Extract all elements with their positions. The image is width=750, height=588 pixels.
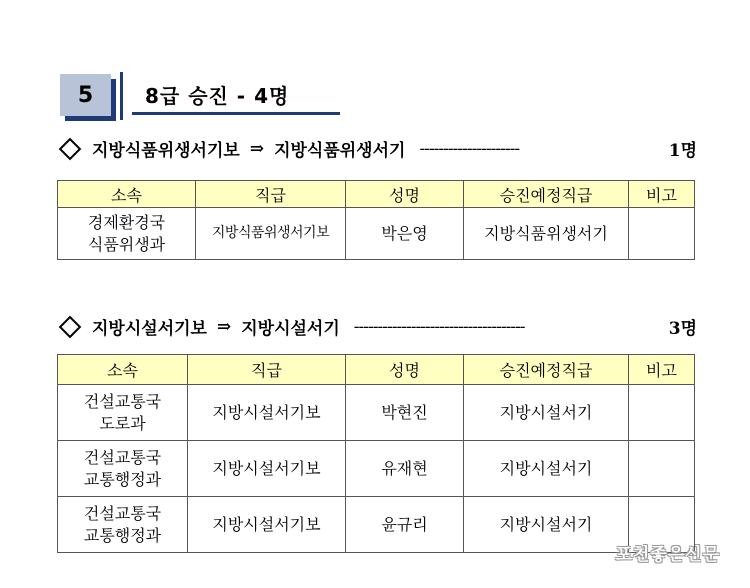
note-cell — [629, 385, 695, 441]
department-cell — [58, 497, 188, 553]
department-line-1: 경제환경국 — [87, 212, 166, 232]
promotion-count: 1명 — [668, 141, 697, 161]
table-row — [58, 497, 695, 553]
dash-leader: --------------------- — [419, 138, 520, 159]
target-grade-cell: 지방시설서기 — [464, 441, 629, 497]
grade-cell: 지방시설서기보 — [188, 385, 346, 441]
header-grade: 직급 — [188, 355, 346, 385]
watermark-logo: 포천좋은신문 — [615, 545, 720, 565]
header-name: 성명 — [346, 181, 464, 208]
section-divider — [120, 72, 123, 120]
table-header-row — [58, 181, 695, 208]
double-arrow-icon: ⇒ — [216, 316, 232, 337]
target-grade-cell: 지방시설서기 — [464, 385, 629, 441]
table-header-row — [58, 355, 695, 385]
header-grade: 직급 — [196, 181, 346, 208]
name-cell: 박은영 — [346, 208, 464, 260]
department-line-2: 식품위생과 — [87, 234, 166, 254]
section-number-box — [60, 74, 111, 116]
header-target-grade: 승진예정직급 — [464, 181, 629, 208]
promotion-line-2 — [57, 314, 697, 339]
department-line-2: 교통행정과 — [83, 469, 162, 489]
header-department: 소속 — [58, 181, 196, 208]
department-line-1: 건설교통국 — [83, 391, 162, 411]
section-title: 8급 승진 - 4명 — [145, 84, 290, 108]
target-grade-cell: 지방식품위생서기 — [464, 208, 629, 260]
department-line-1: 건설교통국 — [83, 447, 162, 467]
section-title-underline — [132, 112, 340, 115]
diamond-bullet-icon — [59, 315, 82, 338]
grade-cell: 지방시설서기보 — [188, 441, 346, 497]
header-name: 성명 — [346, 355, 464, 385]
department-line-1: 건설교통국 — [83, 503, 162, 523]
grade-cell: 지방식품위생서기보 — [196, 208, 346, 260]
name-cell: 윤규리 — [346, 497, 464, 553]
from-grade: 지방식품위생서기보 — [92, 141, 240, 161]
table-row — [58, 208, 695, 260]
department-line-2: 도로과 — [99, 413, 146, 433]
header-note: 비고 — [629, 181, 695, 208]
header-note: 비고 — [629, 355, 695, 385]
name-cell: 박현진 — [346, 385, 464, 441]
header-department: 소속 — [58, 355, 188, 385]
table-row — [58, 385, 695, 441]
note-cell — [629, 208, 695, 260]
note-cell — [629, 441, 695, 497]
to-grade: 지방시설서기 — [241, 319, 340, 339]
name-cell: 유재현 — [346, 441, 464, 497]
promotion-table-2 — [57, 354, 695, 553]
promotion-line-1 — [57, 136, 697, 161]
target-grade-cell: 지방시설서기 — [464, 497, 629, 553]
department-cell — [58, 208, 196, 260]
section-number: 5 — [77, 82, 94, 108]
table-row — [58, 441, 695, 497]
double-arrow-icon: ⇒ — [249, 138, 265, 159]
department-line-2: 교통행정과 — [83, 525, 162, 545]
promotion-table-1 — [57, 180, 695, 260]
header-target-grade: 승진예정직급 — [464, 355, 629, 385]
promotion-count: 3명 — [668, 319, 697, 339]
dash-leader: ------------------------------------ — [353, 316, 525, 337]
grade-cell: 지방시설서기보 — [188, 497, 346, 553]
department-cell — [58, 441, 188, 497]
from-grade: 지방시설서기보 — [92, 319, 207, 339]
to-grade: 지방식품위생서기 — [274, 141, 406, 161]
department-cell — [58, 385, 188, 441]
diamond-bullet-icon — [59, 137, 82, 160]
